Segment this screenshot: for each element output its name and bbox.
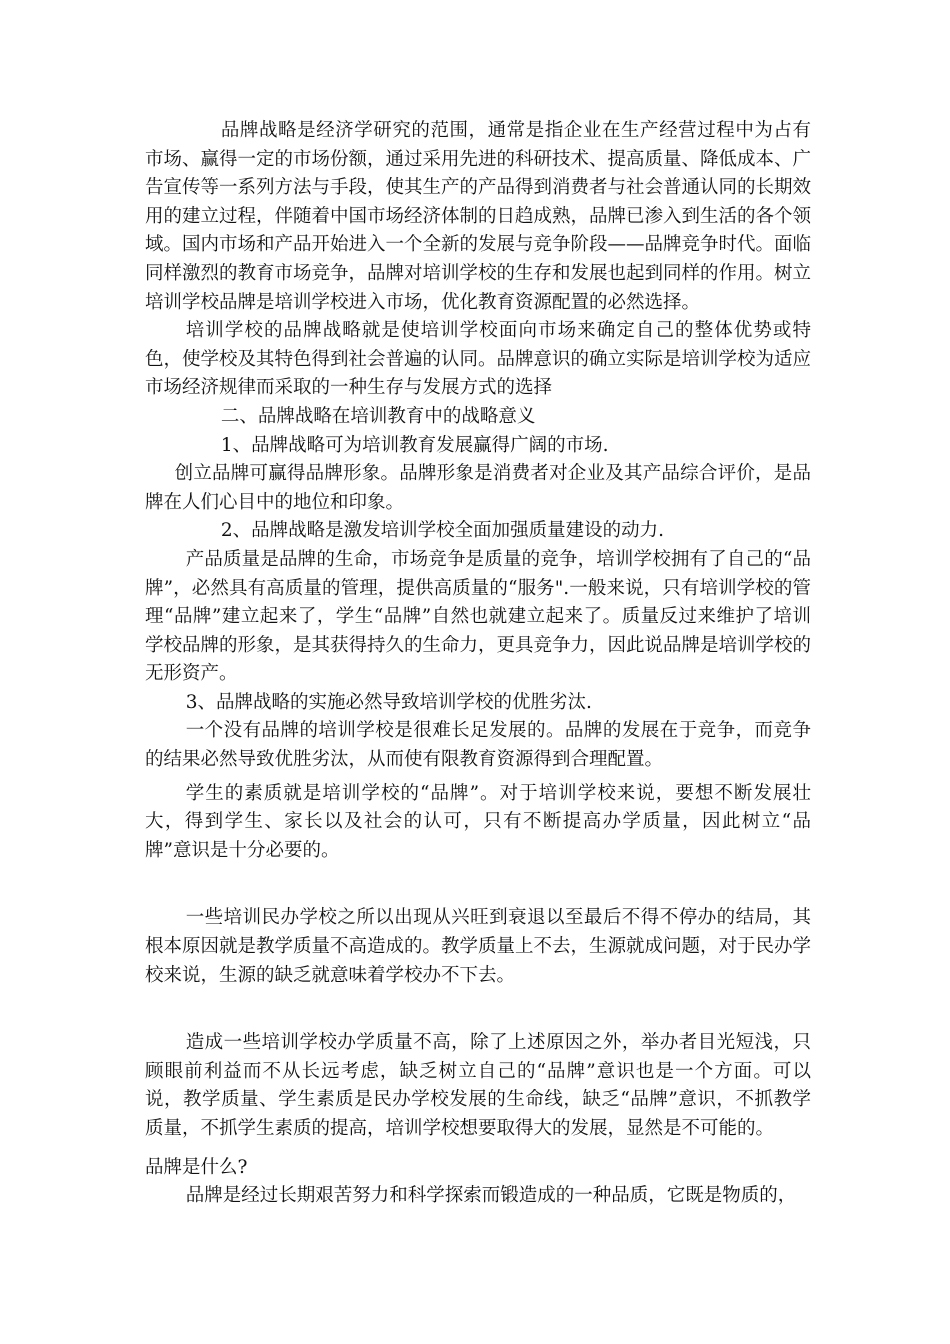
paragraph-survival-of-fittest: 一个没有品牌的培训学校是很难长足发展的。品牌的发展在于竞争，而竞争的结果必然导致优胜劣汰，从而使有限教育资源得到合理配置。 bbox=[145, 720, 811, 771]
paragraph-brand-strategy-definition: 培训学校的品牌战略就是使培训学校面向市场来确定自己的整体优势或特色，使学校及其特色得到社会普遍的认同。品牌意识的确立实际是培训学校为适应市场经济规律而采取的一种生存与发展方式的选择 bbox=[145, 320, 812, 399]
paragraph-brand-image: 创立品牌可赢得品牌形象。品牌形象是消费者对企业及其产品综合评价，是品牌在人们心目中的地位和印象。 bbox=[145, 463, 811, 513]
paragraph-school-decline: 一些培训民办学校之所以出现从兴旺到衰退以至最后不得不停办的结局，其根本原因就是教学质量不高造成的。教学质量上不去，生源就成问题，对于民办学校来说，生源的缺乏就意味着学校办不下去。 bbox=[145, 907, 812, 986]
heading-what-is-brand: 品牌是什么? bbox=[145, 1156, 248, 1178]
subheading-point-2: 2、品牌战略是激发培训学校全面加强质量建设的动力. bbox=[220, 520, 664, 542]
paragraph-brand-definition: 品牌是经过长期艰苦努力和科学探索而锻造成的一种品质，它既是物质的， bbox=[185, 1185, 797, 1207]
paragraph-product-quality: 产品质量是品牌的生命，市场竞争是质量的竞争，培训学校拥有了自己的“品牌”，必然具有高质量的管理，提供高质量的“服务".一般来说，只有培训学校的管理“品牌”建立起来了，学生“品牌”自然也就建立起来了。质量反过来维护了培训学校品牌的形象，是其获得持久的生命力，更具竞争力，因此说品牌是培训学校的无形资产。 bbox=[145, 548, 812, 685]
section-heading-strategic-significance: 二、品牌战略在培训教育中的战略意义 bbox=[220, 405, 536, 427]
subheading-point-3: 3、品牌战略的实施必然导致培训学校的优胜劣汰. bbox=[185, 691, 592, 713]
document-page bbox=[145, 117, 811, 1211]
paragraph-intro: 品牌战略是经济学研究的范围，通常是指企业在生产经营过程中为占有市场、赢得一定的市场份额，通过采用先进的科研技术、提高质量、降低成本、广告宣传等一系列方法与手段，使其生产的产品得到消费者与社会普通认同的长期效用的建立过程，伴随着中国市场经济体制的日趋成熟，品牌已渗入到生活的各个领域。国内市场和产品开始进入一个全新的发展与竞争阶段——品牌竞争时代。面临同样激烈的教育市场竞争，品牌对培训学校的生存和发展也起到同样的作用。树立培训学校品牌是培训学校进入市场，优化教育资源配置的必然选择。 bbox=[145, 120, 812, 313]
paragraph-low-quality-reasons: 造成一些培训学校办学质量不高，除了上述原因之外，举办者目光短浅，只顾眼前利益而不从长远考虑，缺乏树立自己的“品牌”意识也是一个方面。可以说，教学质量、学生素质是民办学校发展的生命线，缺乏“品牌”意识，不抓教学质量，不抓学生素质的提高，培训学校想要取得大的发展，显然是不可能的。 bbox=[145, 1032, 811, 1139]
subheading-point-1: 1、品牌战略可为培训教育发展赢得广阔的市场. bbox=[220, 434, 609, 456]
paragraph-student-quality: 学生的素质就是培训学校的“品牌”。对于培训学校来说，要想不断发展壮大，得到学生、家长以及社会的认可，只有不断提高办学质量，因此树立“品牌”意识是十分必要的。 bbox=[145, 782, 811, 861]
